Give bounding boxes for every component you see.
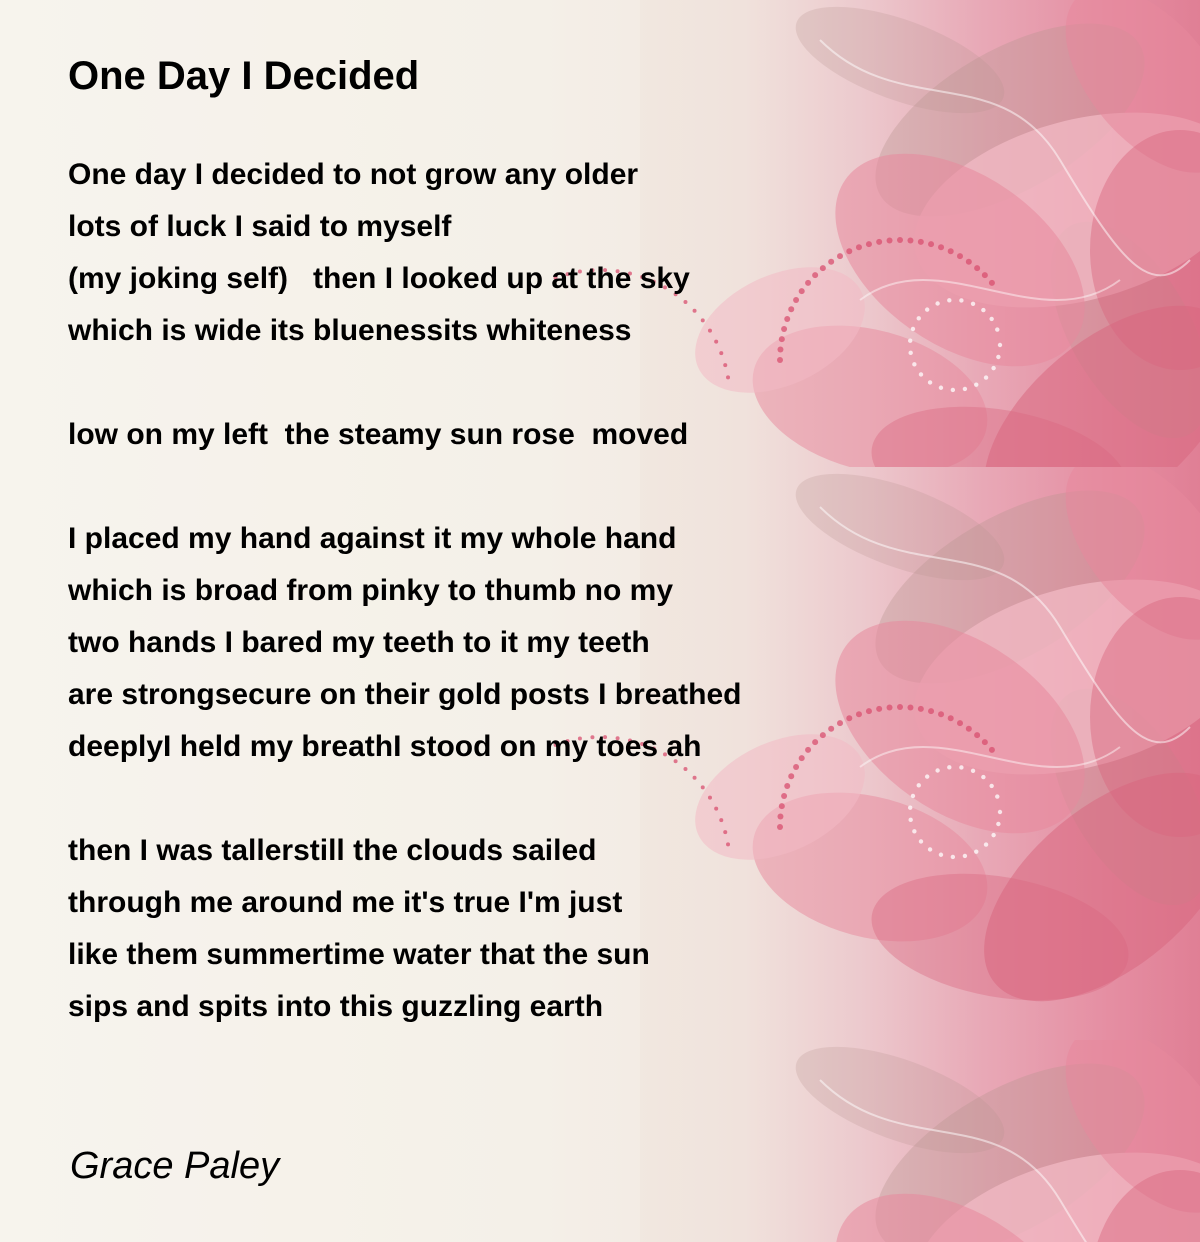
poem-author: Grace Paley bbox=[70, 1145, 280, 1187]
poem-line: which is wide its bluenessits whiteness bbox=[68, 314, 632, 347]
poem-line: then I was tallerstill the clouds sailed bbox=[68, 834, 597, 867]
poem-title: One Day I Decided bbox=[68, 54, 420, 98]
poem-line: low on my left the steamy sun rose moved bbox=[68, 418, 689, 451]
poem-line: are strongsecure on their gold posts I breathed bbox=[68, 678, 742, 711]
poem-line: lots of luck I said to myself bbox=[68, 210, 452, 243]
poem-line: two hands I bared my teeth to it my teeth bbox=[68, 626, 650, 659]
poem-line: (my joking self) then I looked up at the sky bbox=[68, 262, 690, 295]
poem-line: which is broad from pinky to thumb no my bbox=[68, 574, 674, 607]
poem-line: like them summertime water that the sun bbox=[68, 938, 650, 971]
poem-body bbox=[68, 149, 741, 1033]
poem-line: One day I decided to not grow any older bbox=[68, 158, 639, 191]
poem-line: I placed my hand against it my whole hand bbox=[68, 522, 677, 555]
background-floral-band bbox=[0, 1040, 1200, 1242]
floral-decoration bbox=[0, 1040, 1200, 1242]
poem-stanza-break bbox=[68, 773, 741, 825]
poem-line: sips and spits into this guzzling earth bbox=[68, 990, 604, 1023]
poem-stanza-break bbox=[68, 461, 741, 513]
poem-stanza-break bbox=[68, 357, 741, 409]
poem-line: through me around me it's true I'm just bbox=[68, 886, 623, 919]
poem-line: deeplyI held my breathI stood on my toes ah bbox=[68, 730, 702, 763]
